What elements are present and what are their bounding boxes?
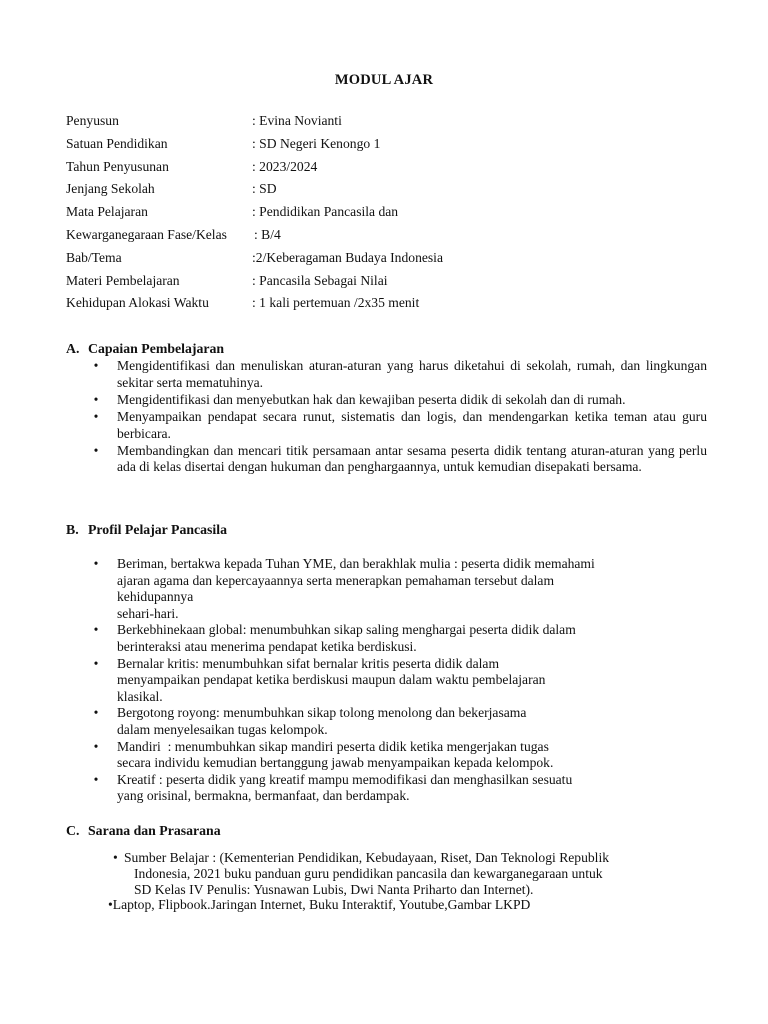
list-line: sehari-hari. xyxy=(117,605,179,621)
bullet-icon: • xyxy=(113,850,118,865)
sumber-belajar-item xyxy=(113,850,684,898)
list-item xyxy=(93,391,707,409)
bullet-icon: • xyxy=(93,556,99,571)
list-line: secara individu kemudian bertanggung jawab menyampaikan kepada kelompok. xyxy=(117,755,554,771)
list-line: Indonesia, 2021 buku panduan guru pendidikan pancasila dan kewarganegaraan untuk xyxy=(134,865,603,881)
bullet-icon: • xyxy=(93,408,99,424)
bullet-icon: • xyxy=(93,705,99,721)
list-item xyxy=(93,738,697,772)
info-row xyxy=(66,247,726,270)
list-item-text: Laptop, Flipbook.Jaringan Internet, Buku Interaktif, Youtube,Gambar LKPD xyxy=(112,897,531,912)
list-item xyxy=(93,556,697,622)
info-label: Kewarganegaraan Fase/Kelas xyxy=(66,226,227,242)
list-line: berinteraksi atau menerima pendapat ketika berdiskusi. xyxy=(117,638,417,654)
info-row xyxy=(66,133,726,156)
info-value: : B/4 xyxy=(254,226,281,242)
list-line: menyampaikan pendapat ketika berdiskusi maupun dalam waktu pembelajaran xyxy=(117,672,546,688)
list-line: dalam menyelesaikan tugas kelompok. xyxy=(117,721,328,737)
section-b-heading xyxy=(66,522,227,538)
info-label: Mata Pelajaran xyxy=(66,204,148,220)
info-label: Kehidupan Alokasi Waktu xyxy=(66,295,209,311)
sarana-item xyxy=(108,897,530,913)
info-value: : SD xyxy=(252,181,277,197)
section-title: Sarana dan Prasarana xyxy=(88,823,221,838)
info-label: Bab/Tema xyxy=(66,249,122,265)
bullet-icon: • xyxy=(93,358,99,373)
list-line: Berkebhinekaan global: menumbuhkan sikap saling menghargai peserta didik dalam xyxy=(117,622,576,638)
info-value: :2/Keberagaman Budaya Indonesia xyxy=(252,249,443,265)
section-c-heading xyxy=(66,823,221,839)
list-item xyxy=(93,408,707,443)
section-letter: B. xyxy=(66,522,79,537)
list-line: Bergotong royong: menumbuhkan sikap tolong menolong dan bekerjasama xyxy=(117,705,527,721)
list-line: kehidupannya xyxy=(117,589,194,605)
document-title: MODUL AJAR xyxy=(334,72,434,88)
list-line: Bernalar kritis: menumbuhkan sifat bernalar kritis peserta didik dalam xyxy=(117,655,500,671)
info-value: : 2023/2024 xyxy=(252,158,318,174)
bullet-icon: • xyxy=(93,391,99,407)
list-line: klasikal. xyxy=(117,688,163,704)
list-line: ajaran agama dan kepercayaannya serta menerapkan pemahaman tersebut dalam xyxy=(117,572,555,588)
info-value: : 1 kali pertemuan /2x35 menit xyxy=(252,295,420,311)
info-value: : Pendidikan Pancasila dan xyxy=(252,204,399,220)
section-title: Profil Pelajar Pancasila xyxy=(88,522,227,537)
profil-list xyxy=(93,556,697,805)
info-label: Satuan Pendidikan xyxy=(66,135,168,151)
info-row xyxy=(66,224,726,247)
list-item-text: Membandingkan dan mencari titik persamaan antar sesama peserta didik tentang aturan-aturan yang perlu ada di kelas disertai dengan hukuman dan penghargaannya, untuk kemudian disepakati bersama. xyxy=(117,442,707,475)
section-letter: C. xyxy=(66,823,80,838)
info-value: : Pancasila Sebagai Nilai xyxy=(252,272,388,288)
info-row xyxy=(66,156,726,179)
section-letter: A. xyxy=(66,341,80,356)
info-table xyxy=(66,110,726,315)
list-line: yang orisinal, bermakna, bermanfaat, dan berdampak. xyxy=(117,788,410,804)
info-row xyxy=(66,178,726,201)
section-a-heading xyxy=(66,341,224,357)
list-item xyxy=(93,771,697,805)
list-item xyxy=(93,622,697,655)
info-value: : SD Negeri Kenongo 1 xyxy=(252,135,381,151)
list-line: Beriman, bertakwa kepada Tuhan YME, dan berakhlak mulia : peserta didik memahami xyxy=(117,556,595,571)
info-row xyxy=(66,270,726,293)
list-item xyxy=(93,442,707,477)
list-line: Kreatif : peserta didik yang kreatif mampu memodifikasi dan menghasilkan sesuatu xyxy=(117,771,573,787)
info-row xyxy=(66,110,726,133)
bullet-icon: • xyxy=(93,655,99,671)
list-item-text: Mengidentifikasi dan menyebutkan hak dan kewajiban peserta didik di sekolah dan di rumah. xyxy=(117,391,626,407)
list-item-text: Menyampaikan pendapat secara runut, sistematis dan logis, dan mendengarkan ketika teman atau guru berbicara. xyxy=(117,408,707,441)
bullet-icon: • xyxy=(93,771,99,787)
capaian-list xyxy=(93,358,707,476)
info-label: Materi Pembelajaran xyxy=(66,272,180,288)
info-value: : Evina Novianti xyxy=(252,113,342,128)
list-line: Sumber Belajar : (Kementerian Pendidikan, Kebudayaan, Riset, Dan Teknologi Republik xyxy=(124,850,610,865)
info-row xyxy=(66,201,726,224)
list-item-text: Mengidentifikasi dan menuliskan aturan-aturan yang harus diketahui di sekolah, rumah, dan lingkungan sekitar serta mematuhinya. xyxy=(117,358,707,390)
info-row xyxy=(66,292,726,315)
info-label: Tahun Penyusunan xyxy=(66,158,169,174)
bullet-icon: • xyxy=(93,622,99,638)
info-label: Penyusun xyxy=(66,113,119,128)
list-item xyxy=(93,655,697,706)
bullet-icon: • xyxy=(93,442,99,458)
bullet-icon: • xyxy=(93,738,99,754)
bullet-icon: • xyxy=(108,897,113,912)
list-line: SD Kelas IV Penulis: Yusnawan Lubis, Dwi Nanta Priharto dan Internet). xyxy=(134,881,534,897)
list-item xyxy=(93,705,697,738)
list-item xyxy=(93,358,707,392)
info-label: Jenjang Sekolah xyxy=(66,181,155,197)
list-line: Mandiri : menumbuhkan sikap mandiri peserta didik ketika mengerjakan tugas xyxy=(117,738,549,754)
section-title: Capaian Pembelajaran xyxy=(88,341,225,356)
